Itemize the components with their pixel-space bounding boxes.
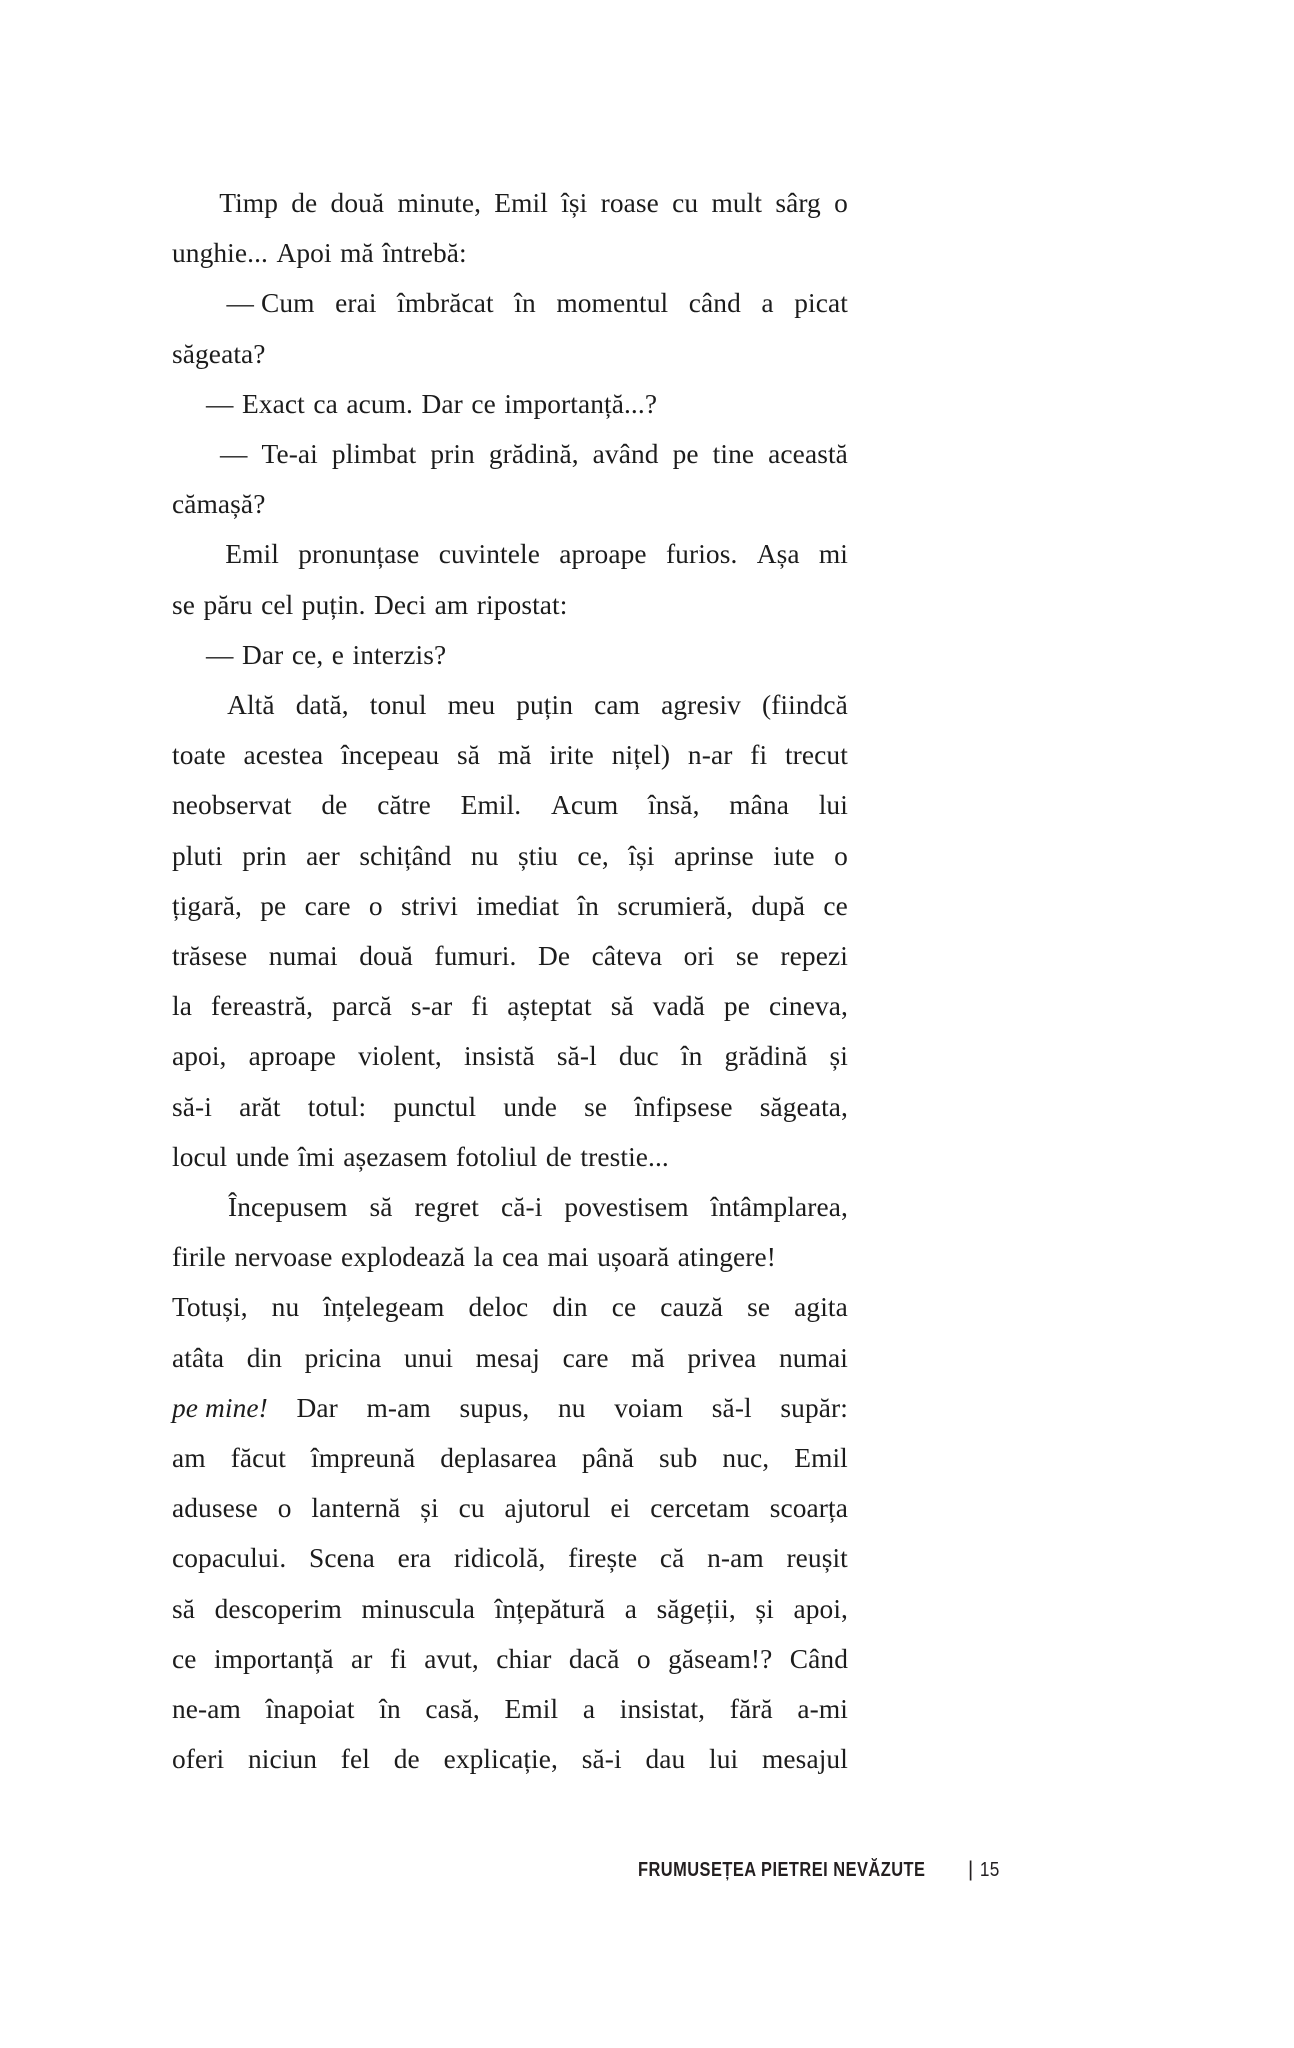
line-word: către (377, 790, 431, 821)
line-word: o (834, 840, 848, 871)
line-word: a-mi (797, 1694, 848, 1725)
text-line (172, 1282, 848, 1332)
text-line (172, 1132, 848, 1182)
line-word: picat (794, 288, 848, 319)
line-word: mesajul (762, 1744, 848, 1775)
line-word: își (561, 188, 588, 218)
line-word: puțin (516, 690, 574, 721)
line-word: strivi (401, 890, 458, 921)
text-line (172, 1082, 848, 1132)
line-word: fi (389, 1643, 407, 1674)
line-word: îmbrăcat (397, 288, 494, 319)
line-word: însă, (648, 790, 700, 821)
line-word: unde (235, 1141, 290, 1172)
line-word: violent, (358, 1041, 442, 1072)
line-word: minuscula (361, 1593, 476, 1624)
line-word: mi (818, 539, 848, 570)
text-line (172, 178, 848, 228)
line-word: n-ar (687, 740, 733, 771)
line-word: își (628, 840, 655, 871)
dialogue-indent (172, 379, 206, 429)
line-word: (fiindcă (761, 690, 848, 721)
line-word: până (581, 1443, 634, 1474)
running-head-title: FRUMUSEȚEA PIETREI NEVĂZUTE (637, 1858, 925, 1881)
line-word: adusese (172, 1493, 258, 1524)
line-word: la (473, 1242, 494, 1273)
line-word: Dar (296, 1392, 338, 1423)
line-word: mă (340, 238, 374, 269)
line-word: mâna (729, 790, 789, 821)
paragraph-indent (172, 1182, 206, 1232)
line-word: această (768, 439, 848, 470)
text-line (172, 1634, 848, 1684)
line-word: arăt (239, 1091, 281, 1122)
line-word: aprinse (673, 840, 754, 871)
line-word: acestea (243, 740, 324, 771)
line-word: Exact (241, 388, 305, 419)
text-line (172, 1734, 848, 1784)
line-word: fi (750, 740, 768, 771)
line-word: firile (172, 1242, 226, 1273)
line-word: ce, (577, 840, 609, 871)
line-word: agresiv (661, 690, 741, 721)
text-line (172, 479, 848, 529)
line-word: vadă (652, 991, 705, 1022)
text-line (172, 881, 848, 931)
line-word: cercetam (650, 1493, 750, 1524)
line-word: descoperim (214, 1593, 342, 1624)
line-word: lanternă (311, 1493, 401, 1524)
line-word: atingere! (677, 1242, 777, 1273)
line-word: în (577, 890, 599, 921)
line-word: câteva (591, 941, 663, 972)
line-word: se (172, 589, 196, 620)
line-word: De (537, 941, 571, 972)
line-word: ușoară (597, 1242, 670, 1273)
line-word: de (393, 1744, 420, 1775)
text-line (172, 730, 848, 780)
line-word: să (457, 740, 481, 771)
line-word: înțelegeam (323, 1292, 445, 1323)
line-word: reușit (786, 1543, 848, 1574)
dialogue-indent (172, 630, 206, 680)
line-word: începeau (341, 740, 440, 771)
line-word: înapoiat (265, 1694, 355, 1725)
text-line (172, 379, 848, 429)
line-word: a (582, 1694, 596, 1725)
line-word: Dar (241, 639, 284, 670)
line-word: pronunțase (298, 539, 420, 570)
line-word: dată, (295, 690, 349, 721)
line-word: chiar (496, 1643, 552, 1674)
line-word: săgeții, (656, 1593, 736, 1624)
line-word: pricina (304, 1342, 382, 1373)
line-word: explodează (340, 1242, 466, 1273)
line-word: cea (502, 1242, 539, 1273)
line-word: agita (794, 1292, 848, 1323)
line-word: ripostat: (476, 589, 568, 620)
line-word: să (610, 991, 634, 1022)
line-word: Emil (225, 539, 279, 570)
line-word: numai (268, 941, 338, 972)
line-word: cel (261, 589, 294, 620)
line-word: e (331, 639, 345, 670)
line-word: Altă (227, 690, 275, 721)
line-word: cauză (660, 1292, 724, 1323)
line-word: atâta (172, 1342, 225, 1373)
line-word: fără (729, 1694, 773, 1725)
line-word: o (277, 1493, 292, 1524)
line-word: Așa (756, 539, 800, 570)
text-line (172, 931, 848, 981)
line-word: ce (611, 1292, 637, 1323)
line-word: nu (271, 1292, 300, 1323)
line-word: două (330, 188, 385, 218)
line-word: acum. (346, 388, 413, 419)
line-word: se (584, 1091, 608, 1122)
line-word: parcă (332, 991, 392, 1022)
line-word: ca (313, 388, 338, 419)
text-line (172, 429, 848, 479)
line-word: prin (242, 840, 287, 871)
line-word: — (220, 439, 248, 470)
line-word: că-i (500, 1192, 543, 1223)
page-number: 15 (980, 1858, 1001, 1881)
text-line (172, 630, 848, 680)
line-word: din (246, 1342, 283, 1373)
line-word: fereastră, (210, 991, 314, 1022)
line-word-italic: pe mine! (172, 1392, 268, 1423)
page-footer (0, 1858, 1294, 1898)
line-word: înțepătură (494, 1593, 606, 1624)
text-line (172, 580, 848, 630)
line-word: cu (672, 188, 699, 218)
line-word: supus, (459, 1392, 530, 1423)
line-word: grădină, (488, 439, 579, 470)
line-word: aer (306, 840, 340, 871)
line-word: la (172, 991, 192, 1022)
dialogue-indent (172, 429, 206, 479)
line-word: aproape (559, 539, 647, 570)
line-word: era (397, 1543, 432, 1574)
text-line (172, 1232, 848, 1282)
line-word: ne-am (172, 1694, 241, 1725)
line-word: neobservat (172, 790, 292, 821)
line-word: privea (687, 1342, 757, 1373)
line-word: în (680, 1041, 703, 1072)
line-word: săgeata, (759, 1091, 848, 1122)
line-word: mă (631, 1342, 665, 1373)
line-word: se (747, 1292, 771, 1323)
line-word: am (434, 589, 469, 620)
line-word: s-ar (410, 991, 453, 1022)
line-word: să-l (556, 1041, 597, 1072)
line-word: săgeata? (172, 338, 266, 369)
line-word: ce (471, 388, 496, 419)
line-word: Începusem (227, 1192, 348, 1223)
dialogue-indent (172, 278, 206, 328)
line-word: — Cum (226, 288, 315, 319)
line-word: irite (549, 740, 594, 771)
line-word: se (735, 941, 759, 972)
line-word: de (545, 1141, 572, 1172)
line-word: o (368, 890, 383, 921)
line-word: importanță (213, 1643, 334, 1674)
line-word: îmi (297, 1141, 335, 1172)
text-line (172, 780, 848, 830)
line-word: nuc, (722, 1443, 770, 1474)
line-word: tine (712, 439, 755, 470)
line-word: duc (618, 1041, 659, 1072)
text-line (172, 680, 848, 730)
line-word: fel (340, 1744, 370, 1775)
text-line (172, 1031, 848, 1081)
body-text-block (172, 178, 848, 1785)
line-word: interzis? (352, 639, 447, 670)
line-word: Emil (494, 188, 548, 218)
line-word: și (755, 1593, 774, 1624)
text-line (172, 1383, 848, 1433)
line-word: apoi, (172, 1041, 227, 1072)
line-word: mesaj (475, 1342, 541, 1373)
line-word: și (829, 1041, 848, 1072)
text-line (172, 1333, 848, 1383)
line-word: să-l (711, 1392, 752, 1423)
line-word: pe (260, 890, 287, 921)
running-head-group (602, 1858, 1002, 1882)
line-word: două (359, 941, 413, 972)
line-word: fotoliul (455, 1141, 538, 1172)
line-word: mai (547, 1242, 589, 1273)
line-word: ar (351, 1643, 373, 1674)
line-word: lui (818, 790, 848, 821)
line-word: după (751, 890, 806, 921)
line-word: sub (659, 1443, 698, 1474)
line-word: puțin. (301, 589, 366, 620)
line-word: fumuri. (434, 941, 517, 972)
line-word: insistat, (619, 1694, 706, 1725)
line-word: nițel) (611, 740, 671, 771)
line-word: să (172, 1593, 196, 1624)
line-word: m-am (366, 1392, 431, 1423)
line-word: înfipsese (634, 1091, 733, 1122)
line-word: repezi (780, 941, 848, 972)
line-word: importanță...? (504, 388, 658, 419)
line-word: prin (430, 439, 475, 470)
line-word: Totuși, (172, 1292, 248, 1323)
line-word: găseam!? (668, 1643, 773, 1674)
line-word: împreună (310, 1443, 416, 1474)
line-word: a (624, 1593, 638, 1624)
line-word: regret (414, 1192, 479, 1223)
line-word: locul (172, 1141, 228, 1172)
line-word: schițând (359, 840, 452, 871)
line-word: deplasarea (440, 1443, 557, 1474)
line-word: roase (600, 188, 659, 218)
line-word: pe (723, 991, 750, 1022)
line-word: meu (447, 690, 496, 721)
text-line (172, 228, 848, 278)
line-word: care (562, 1342, 609, 1373)
text-line (172, 831, 848, 881)
line-word: Timp (219, 188, 279, 218)
text-line (172, 529, 848, 579)
paragraph-indent (172, 529, 206, 579)
line-word: supăr: (780, 1392, 848, 1423)
line-word: cineva, (768, 991, 848, 1022)
line-word: o (636, 1643, 651, 1674)
line-word: imediat (476, 890, 560, 921)
paragraph-indent (172, 680, 206, 730)
line-word: unui (403, 1342, 454, 1373)
line-word: care (304, 890, 351, 921)
line-word: cu (458, 1493, 485, 1524)
line-word: — (206, 639, 234, 670)
line-word: n-am (707, 1543, 764, 1574)
line-word: dau (645, 1744, 686, 1775)
line-word: Te-ai (261, 439, 318, 470)
line-word: așezasem (343, 1141, 448, 1172)
line-word: să-i (581, 1744, 622, 1775)
line-word: în (379, 1694, 401, 1725)
line-word: insistă (464, 1041, 535, 1072)
line-word: Scena (309, 1543, 375, 1574)
line-word: Emil (504, 1694, 559, 1725)
line-word: întâmplarea, (710, 1192, 848, 1223)
line-word: explicație, (443, 1744, 558, 1775)
line-word: toate (172, 740, 226, 771)
running-head-separator: | (967, 1858, 974, 1881)
line-word: voiam (614, 1392, 684, 1423)
line-word: în (514, 288, 536, 319)
line-word: ce (823, 890, 848, 921)
line-word: am (172, 1443, 206, 1474)
line-word: când (688, 288, 741, 319)
line-word: oferi (172, 1744, 225, 1775)
text-line (172, 1584, 848, 1634)
line-word: Emil. (460, 790, 522, 821)
line-word: aproape (248, 1041, 337, 1072)
line-word: nu (470, 840, 499, 871)
line-word: iute (773, 840, 815, 871)
line-word: nervoase (234, 1242, 333, 1273)
line-word: copacului. (172, 1543, 287, 1574)
line-word: țigară, (172, 890, 242, 921)
line-word: trăsese (172, 941, 248, 972)
text-line (172, 1182, 848, 1232)
line-word: având (592, 439, 659, 470)
line-word: Acum (550, 790, 619, 821)
text-line (172, 329, 848, 379)
text-line (172, 1433, 848, 1483)
line-word: avut, (424, 1643, 479, 1674)
line-word: tonul (369, 690, 427, 721)
line-word: făcut (230, 1443, 286, 1474)
line-word: totul: (307, 1091, 367, 1122)
line-word: erai (335, 288, 377, 319)
line-word: ce (172, 1643, 197, 1674)
text-line (172, 1483, 848, 1533)
line-word: știu (517, 840, 558, 871)
line-word: fi (471, 991, 489, 1022)
line-word: casă, (425, 1694, 480, 1725)
line-word: de (321, 790, 348, 821)
line-word: firește (568, 1543, 638, 1574)
line-word: niciun (247, 1744, 318, 1775)
line-word: a (761, 288, 774, 319)
line-word: dacă (568, 1643, 620, 1674)
line-word: momentul (556, 288, 669, 319)
line-word: pluti (172, 840, 223, 871)
line-word: o (834, 188, 848, 218)
line-word: furios. (665, 539, 738, 570)
line-word: plimbat (331, 439, 417, 470)
line-word: pe (672, 439, 699, 470)
line-word: deloc (468, 1292, 529, 1323)
line-word: cuvintele (438, 539, 540, 570)
line-word: numai (778, 1342, 848, 1373)
line-word: scoarța (769, 1493, 848, 1524)
line-word: ridicolă, (454, 1543, 546, 1574)
line-word: scrumieră, (617, 890, 734, 921)
line-word: Când (789, 1643, 848, 1674)
line-word: unde (503, 1091, 557, 1122)
line-word: să-i (172, 1091, 212, 1122)
line-word: minute, (397, 188, 482, 218)
line-word: să (369, 1192, 393, 1223)
line-word: unghie... (172, 238, 268, 269)
line-word: nu (557, 1392, 586, 1423)
line-word: — (206, 388, 234, 419)
line-word: ori (683, 941, 715, 972)
line-word: grădină (724, 1041, 808, 1072)
line-word: mă (497, 740, 532, 771)
line-word: Deci (374, 589, 427, 620)
line-word: păru (203, 589, 253, 620)
line-word: cămașă? (172, 489, 266, 520)
line-word: de (291, 188, 318, 218)
line-word: punctul (393, 1091, 477, 1122)
line-word: povestisem (564, 1192, 689, 1223)
text-line (172, 981, 848, 1031)
paragraph-indent (172, 178, 206, 228)
line-word: trecut (784, 740, 848, 771)
line-word: Emil (794, 1443, 848, 1474)
line-word: Dar (421, 388, 463, 419)
line-word: apoi, (793, 1593, 848, 1624)
line-word: că (659, 1543, 685, 1574)
line-word: întrebă: (382, 238, 467, 269)
line-word: din (552, 1292, 588, 1323)
line-word: Apoi (276, 238, 332, 269)
line-word: sârg (775, 188, 821, 218)
line-word: ce, (291, 639, 324, 670)
line-word: cam (594, 690, 641, 721)
line-word: ajutorul (504, 1493, 591, 1524)
line-word: mult (711, 188, 763, 218)
line-word: și (420, 1493, 439, 1524)
line-word: ei (610, 1493, 631, 1524)
text-line (172, 1684, 848, 1734)
line-word: lui (709, 1744, 739, 1775)
line-word: așteptat (507, 991, 592, 1022)
text-line (172, 1533, 848, 1583)
text-line (172, 278, 848, 328)
line-word: trestie... (580, 1141, 669, 1172)
